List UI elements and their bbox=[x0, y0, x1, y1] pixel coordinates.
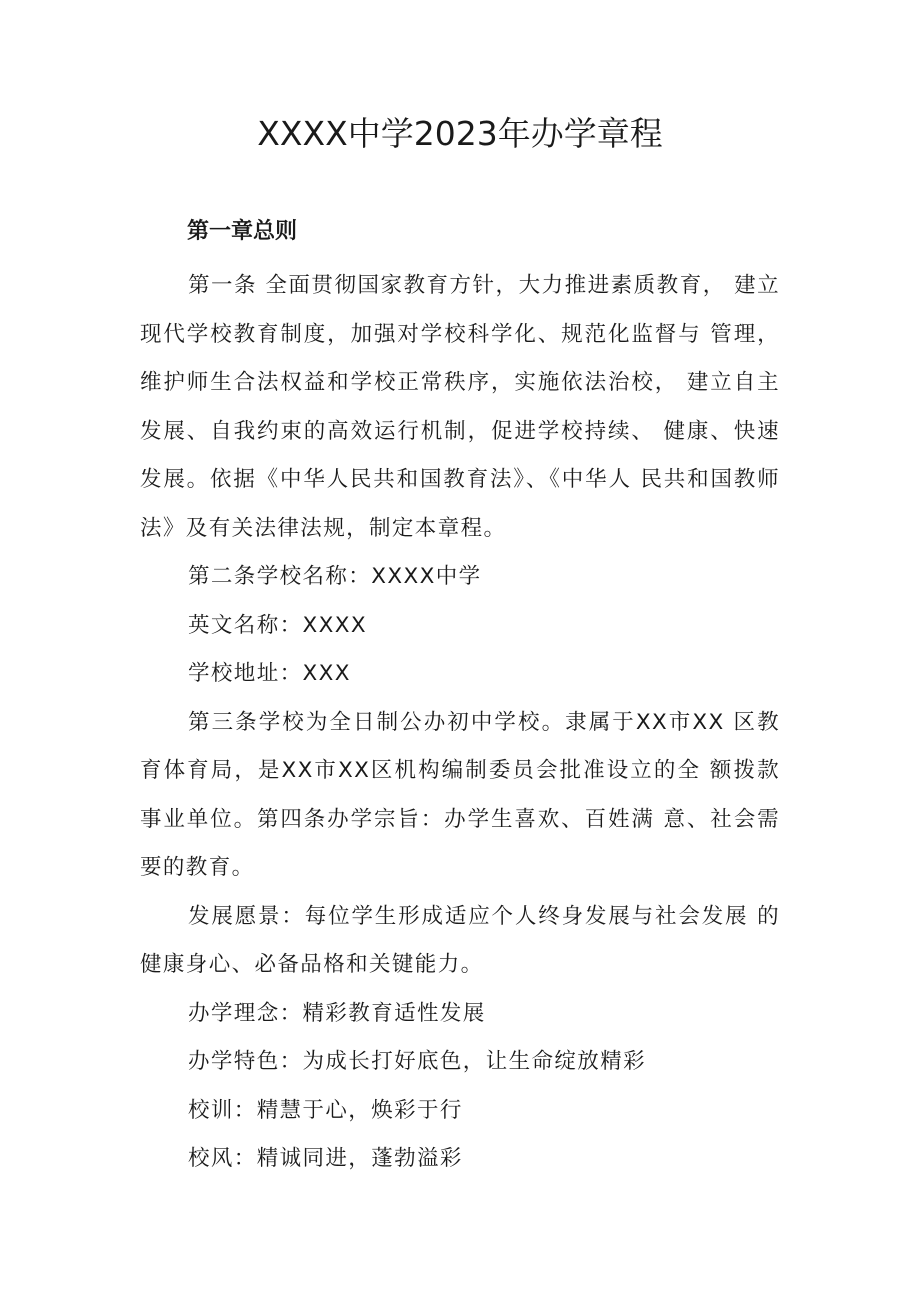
article-1-paragraph: 第一条 全面贯彻国家教育方针，大力推进素质教育， 建立现代学校教育制度，加强对学校科学化、规范化监督与 管理，维护师生合法权益和学校正常秩序，实施依法治校， 建立自主发展、自我约束的高效运行机制，促进学校持续、 健康、快速发展。依据《中华人民共和国教育法》、《中华人 民共和国教师法》及有关法律法规，制定本章程。 bbox=[140, 273, 780, 541]
chapter-heading: 第一章总则 bbox=[187, 219, 298, 244]
article-2-school-name: 第二条学校名称：XXXX中学 bbox=[188, 564, 482, 589]
document-title: XXXX中学2023年办学章程 bbox=[257, 114, 663, 153]
school-address: 学校地址：XXX bbox=[188, 661, 351, 686]
english-name: 英文名称：XXXX bbox=[188, 612, 368, 638]
article-3-4-paragraph: 第三条学校为全日制公办初中学校。隶属于XX市XX 区教育体育局，是XX市XX区机构编制委员会批准设立的全 额拨款事业单位。第四条办学宗旨：办学生喜欢、百姓满 意、社会需要的教育。 bbox=[140, 709, 780, 880]
document-body bbox=[140, 262, 780, 1184]
school-features: 办学特色：为成长打好底色，让生命绽放精彩 bbox=[188, 1049, 647, 1074]
school-ethos: 校风：精诚同进，蓬勃溢彩 bbox=[188, 1146, 463, 1171]
school-motto: 校训：精慧于心，焕彩于行 bbox=[188, 1097, 463, 1123]
development-vision: 发展愿景：每位学生形成适应个人终身发展与社会发展 的健康身心、必备品格和关键能力。 bbox=[140, 903, 780, 977]
school-philosophy: 办学理念：精彩教育适性发展 bbox=[188, 1000, 486, 1026]
